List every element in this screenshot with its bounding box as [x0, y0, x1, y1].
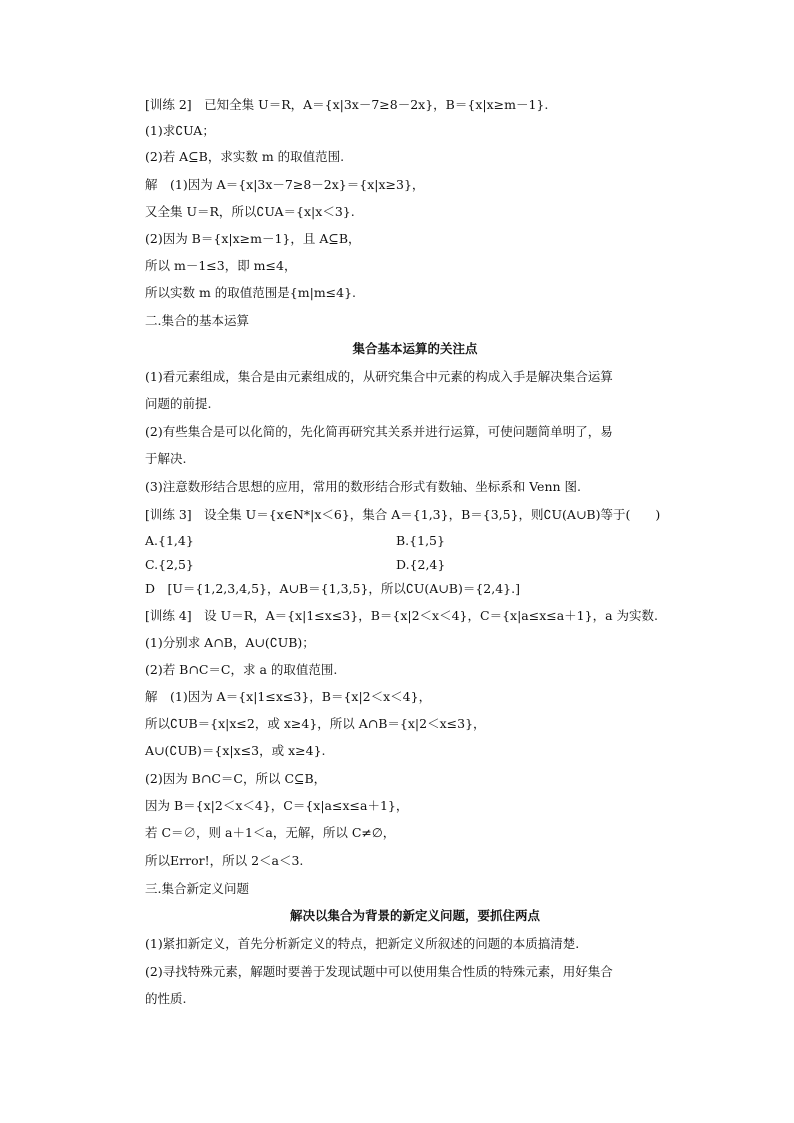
solution-4-line-5: 因为 B＝{x|2＜x＜4}，C＝{x|a≤x≤a＋1}，	[145, 798, 409, 813]
solution-2-line-4: 所以 m－1≤3，即 m≤4，	[145, 258, 297, 273]
exercise-2-part-2: (2)若 A⊆B，求实数 m 的取值范围.	[145, 149, 345, 164]
point-2-line-2: 于解决.	[145, 451, 187, 466]
solution-4-line-2: 所以∁UB＝{x|x≤2，或 x≥4}，所以 A∩B＝{x|2＜x≤3}，	[145, 716, 486, 731]
section-3-point-1: (1)紧扣新定义，首先分析新定义的特点，把新定义所叙述的问题的本质搞清楚.	[145, 936, 580, 951]
point-2-line-1: (2)有些集合是可以化简的，先化简再研究其关系并进行运算，可使问题简单明了，易	[145, 424, 613, 439]
section-3-subtitle: 解决以集合为背景的新定义问题，要抓住两点	[289, 908, 540, 923]
exercise-4-statement: [训练 4] 设 U＝R，A＝{x|1≤x≤3}，B＝{x|2＜x＜4}，C＝{x|a≤x≤a＋1}，a 为实数.	[145, 608, 658, 623]
section-2-subtitle: 集合基本运算的关注点	[352, 341, 478, 356]
section-heading-3: 三.集合新定义问题	[145, 881, 249, 896]
solution-2-line-1: 解 (1)因为 A＝{x|3x－7≥8－2x}＝{x|x≥3}，	[145, 177, 425, 192]
exercise-2-part-1: (1)求∁UA；	[145, 123, 215, 138]
option-b: B.{1,5}	[396, 533, 445, 548]
solution-4-line-7: 所以Error!，所以 2＜a＜3.	[145, 853, 304, 868]
section-3-point-2-line-1: (2)寻找特殊元素，解题时要善于发现试题中可以使用集合性质的特殊元素，用好集合	[145, 964, 613, 979]
exercise-3-statement: [训练 3] 设全集 U＝{x∈N*|x＜6}，集合 A＝{1,3}，B＝{3,5}，则∁U(A∪B)等于( )	[145, 507, 661, 522]
section-3-point-2-line-2: 的性质.	[145, 991, 187, 1006]
option-c: C.{2,5}	[145, 557, 194, 572]
solution-4-line-6: 若 C＝∅，则 a＋1＜a，无解，所以 C≠∅，	[145, 825, 396, 840]
section-heading-2: 二.集合的基本运算	[145, 313, 249, 328]
exercise-4-part-1: (1)分别求 A∩B，A∪(∁UB)；	[145, 635, 315, 650]
point-1-line-1: (1)看元素组成，集合是由元素组成的，从研究集合中元素的构成入手是解决集合运算	[145, 369, 613, 384]
solution-2-line-5: 所以实数 m 的取值范围是{m|m≤4}.	[145, 285, 357, 300]
exercise-4-part-2: (2)若 B∩C＝C，求 a 的取值范围.	[145, 662, 338, 677]
exercise-3-answer: D [U＝{1,2,3,4,5}，A∪B＝{1,3,5}，所以∁U(A∪B)＝{2,4}.]	[145, 581, 520, 596]
option-d: D.{2,4}	[396, 557, 446, 572]
option-a: A.{1,4}	[145, 533, 194, 548]
solution-4-line-1: 解 (1)因为 A＝{x|1≤x≤3}，B＝{x|2＜x＜4}，	[145, 689, 432, 704]
point-3: (3)注意数形结合思想的应用，常用的数形结合形式有数轴、坐标系和 Venn 图.	[145, 479, 582, 494]
solution-2-line-3: (2)因为 B＝{x|x≥m－1}，且 A⊆B，	[145, 231, 361, 246]
exercise-2-statement: [训练 2] 已知全集 U＝R，A＝{x|3x－7≥8－2x}，B＝{x|x≥m－1}.	[145, 97, 549, 112]
point-1-line-2: 问题的前提.	[145, 396, 212, 411]
solution-4-line-3: A∪(∁UB)＝{x|x≤3，或 x≥4}.	[145, 743, 326, 758]
solution-4-line-4: (2)因为 B∩C＝C，所以 C⊆B，	[145, 771, 327, 786]
solution-2-line-2: 又全集 U＝R，所以∁UA＝{x|x＜3}.	[145, 204, 355, 219]
